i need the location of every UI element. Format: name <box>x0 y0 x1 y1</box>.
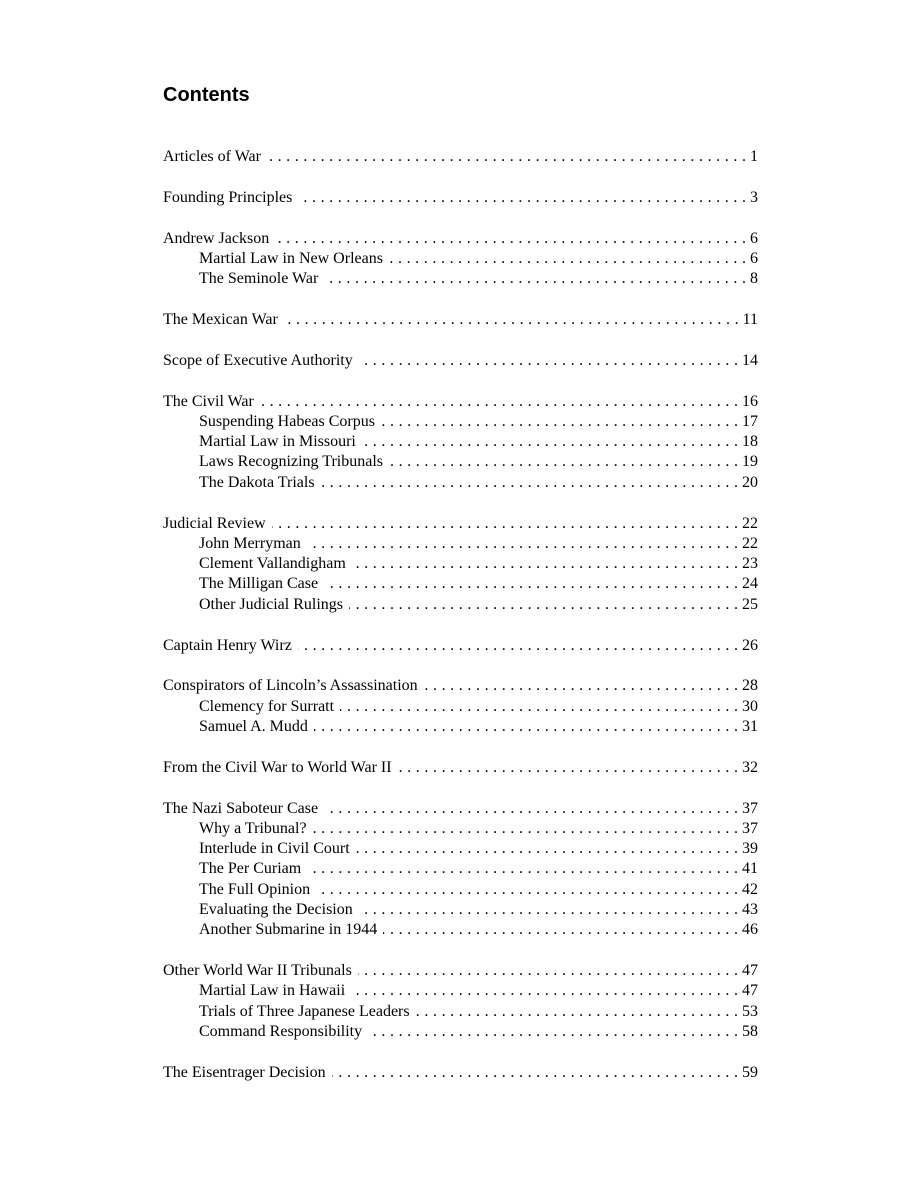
toc-section <box>163 758 758 778</box>
dot-leader <box>359 351 738 371</box>
toc-page-number: 16 <box>742 392 758 410</box>
dot-leader <box>359 900 738 920</box>
toc-entry-title: From the Civil War to World War II <box>163 758 392 776</box>
toc-page-number: 39 <box>742 840 758 858</box>
toc-page-number: 37 <box>742 819 758 837</box>
dot-leader <box>381 412 738 432</box>
toc-subentry[interactable] <box>163 432 758 452</box>
dot-leader <box>332 1063 738 1083</box>
dot-leader <box>349 595 738 615</box>
toc-page-number: 23 <box>742 555 758 573</box>
toc-section <box>163 676 758 737</box>
toc-section <box>163 514 758 615</box>
toc-page-number: 6 <box>750 229 758 247</box>
toc-entry[interactable] <box>163 636 758 656</box>
toc-page-number: 17 <box>742 412 758 430</box>
toc-section <box>163 636 758 656</box>
dot-leader <box>389 452 738 472</box>
toc-entry-title: Evaluating the Decision <box>199 901 353 919</box>
dot-leader <box>362 432 738 452</box>
toc-subentry[interactable] <box>163 981 758 1001</box>
toc-subentry[interactable] <box>163 249 758 269</box>
toc-page-number: 37 <box>742 799 758 817</box>
toc-subentry[interactable] <box>163 839 758 859</box>
toc-subentry[interactable] <box>163 473 758 493</box>
dot-leader <box>398 758 738 778</box>
toc-entry-title: The Per Curiam <box>199 860 302 878</box>
dot-leader <box>313 819 738 839</box>
toc-entry-title: Trials of Three Japanese Leaders <box>199 1002 410 1020</box>
dot-leader <box>358 961 738 981</box>
toc-entry-title: Martial Law in Hawaii <box>199 982 346 1000</box>
dot-leader <box>389 249 746 269</box>
toc-page-number: 3 <box>750 188 758 206</box>
dot-leader <box>351 981 738 1001</box>
dot-leader <box>314 717 738 737</box>
toc-subentry[interactable] <box>163 859 758 879</box>
toc-entry-title: The Full Opinion <box>199 880 311 898</box>
toc-page-number: 28 <box>742 677 758 695</box>
toc-page-number: 19 <box>742 453 758 471</box>
toc-section <box>163 351 758 371</box>
toc-subentry[interactable] <box>163 534 758 554</box>
toc-entry-title: The Mexican War <box>163 310 278 328</box>
toc-page-number: 59 <box>742 1063 758 1081</box>
toc-page-number: 46 <box>742 921 758 939</box>
toc-entry-title: The Nazi Saboteur Case <box>163 799 319 817</box>
toc-subentry[interactable] <box>163 554 758 574</box>
dot-leader <box>416 1002 738 1022</box>
toc-page-number: 31 <box>742 717 758 735</box>
toc-subentry[interactable] <box>163 880 758 900</box>
dot-leader <box>298 636 738 656</box>
dot-leader <box>307 859 738 879</box>
toc-page-number: 32 <box>742 758 758 776</box>
dot-leader <box>324 269 746 289</box>
toc-entry-title: Founding Principles <box>163 188 293 206</box>
dot-leader <box>307 534 738 554</box>
toc-entry[interactable] <box>163 676 758 696</box>
dot-leader <box>340 697 738 717</box>
toc-entry-title: Another Submarine in 1944 <box>199 921 378 939</box>
toc-page-number: 26 <box>742 636 758 654</box>
toc-entry[interactable] <box>163 351 758 371</box>
toc-subentry[interactable] <box>163 900 758 920</box>
toc-entry[interactable] <box>163 514 758 534</box>
toc-page-number: 47 <box>742 962 758 980</box>
toc-section <box>163 188 758 208</box>
toc-page-number: 8 <box>750 270 758 288</box>
toc-entry[interactable] <box>163 961 758 981</box>
toc-subentry[interactable] <box>163 1022 758 1042</box>
toc-section <box>163 310 758 330</box>
toc-section <box>163 147 758 167</box>
toc-entry[interactable] <box>163 229 758 249</box>
toc-page-number: 41 <box>742 860 758 878</box>
toc-page-number: 22 <box>742 514 758 532</box>
toc-section <box>163 1063 758 1083</box>
toc-section <box>163 961 758 1042</box>
toc-subentry[interactable] <box>163 717 758 737</box>
contents-heading: Contents <box>163 84 250 106</box>
toc-entry-title: Interlude in Civil Court <box>199 840 350 858</box>
toc-entry-title: Andrew Jackson <box>163 229 270 247</box>
toc-entry-title: Laws Recognizing Tribunals <box>199 453 383 471</box>
toc-entry[interactable] <box>163 799 758 819</box>
toc-subentry[interactable] <box>163 1002 758 1022</box>
toc-subentry[interactable] <box>163 697 758 717</box>
toc-page-number: 53 <box>742 1002 758 1020</box>
toc-page-number: 30 <box>742 697 758 715</box>
toc-entry-title: Conspirators of Lincoln’s Assassination <box>163 677 418 695</box>
dot-leader <box>272 514 738 534</box>
toc-entry-title: Judicial Review <box>163 514 266 532</box>
toc-entry-title: John Merryman <box>199 534 301 552</box>
toc-subentry[interactable] <box>163 412 758 432</box>
dot-leader <box>324 799 738 819</box>
toc-entry[interactable] <box>163 188 758 208</box>
dot-leader <box>298 188 746 208</box>
toc-subentry[interactable] <box>163 452 758 472</box>
dot-leader <box>424 676 738 696</box>
toc-page-number: 25 <box>742 595 758 613</box>
toc-page-number: 24 <box>742 575 758 593</box>
toc-page-number: 42 <box>742 880 758 898</box>
toc-entry-title: Suspending Habeas Corpus <box>199 412 375 430</box>
toc-entry-title: Scope of Executive Authority <box>163 351 353 369</box>
toc-page-number: 1 <box>750 148 758 165</box>
toc-entry[interactable] <box>163 758 758 778</box>
table-of-contents <box>163 147 758 1104</box>
toc-entry-title: Martial Law in New Orleans <box>199 249 383 267</box>
toc-entry-title: Other Judicial Rulings <box>199 595 343 613</box>
toc-page-number: 43 <box>742 901 758 919</box>
dot-leader <box>275 229 746 249</box>
toc-entry-title: Articles of War <box>163 148 261 165</box>
dot-leader <box>284 310 739 330</box>
toc-section <box>163 229 758 290</box>
toc-page-number: 18 <box>742 433 758 451</box>
toc-entry[interactable] <box>163 310 758 330</box>
dot-leader <box>324 574 738 594</box>
toc-subentry[interactable] <box>163 819 758 839</box>
toc-page-number: 20 <box>742 473 758 491</box>
toc-subentry[interactable] <box>163 574 758 594</box>
toc-entry-title: The Seminole War <box>199 270 319 288</box>
dot-leader <box>260 392 738 412</box>
dot-leader <box>321 473 738 493</box>
toc-entry-title: Command Responsibility <box>199 1023 363 1040</box>
toc-subentry[interactable] <box>163 269 758 289</box>
toc-page-number: 47 <box>742 982 758 1000</box>
toc-entry-title: The Civil War <box>163 392 254 410</box>
dot-leader <box>267 147 746 167</box>
toc-section <box>163 392 758 493</box>
toc-page-number: 22 <box>742 534 758 552</box>
toc-entry-title: Clement Vallandigham <box>199 555 346 573</box>
toc-entry-title: The Eisentrager Decision <box>163 1063 326 1081</box>
toc-entry[interactable] <box>163 1063 758 1083</box>
toc-entry-title: Why a Tribunal? <box>199 819 307 837</box>
toc-section <box>163 799 758 941</box>
dot-leader <box>368 1022 738 1042</box>
toc-page-number: 11 <box>742 310 758 328</box>
toc-entry-title: The Dakota Trials <box>199 473 315 491</box>
toc-entry-title: The Milligan Case <box>199 575 319 593</box>
toc-page-number: 14 <box>742 351 758 369</box>
toc-entry[interactable] <box>163 147 758 167</box>
toc-entry-title: Clemency for Surratt <box>199 697 335 715</box>
toc-page-number: 6 <box>750 249 758 267</box>
dot-leader <box>316 880 738 900</box>
toc-entry[interactable] <box>163 392 758 412</box>
dot-leader <box>356 839 738 859</box>
toc-entry-title: Other World War II Tribunals <box>163 962 352 980</box>
dot-leader <box>383 920 738 940</box>
toc-subentry[interactable] <box>163 595 758 615</box>
toc-entry-title: Captain Henry Wirz <box>163 636 292 654</box>
toc-entry-title: Samuel A. Mudd <box>199 717 308 735</box>
toc-page-number: 58 <box>742 1023 758 1040</box>
toc-entry-title: Martial Law in Missouri <box>199 433 356 451</box>
toc-subentry[interactable] <box>163 920 758 940</box>
dot-leader <box>352 554 738 574</box>
